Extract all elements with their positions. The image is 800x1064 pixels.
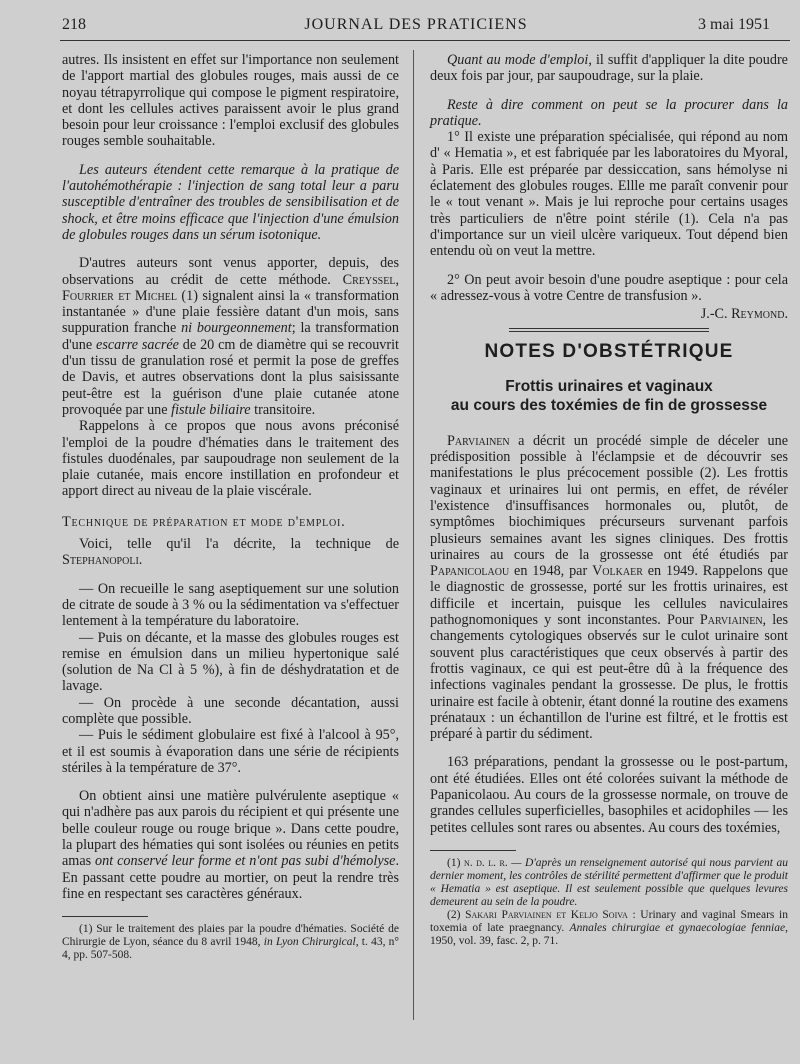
author-name: Stephanopoli — [62, 552, 139, 569]
author-name: Parviainen — [447, 432, 510, 449]
italic-paragraph — [62, 162, 399, 243]
text: Voici, telle qu'il l'a décrite, la technique de — [79, 536, 399, 553]
text: (1) — [447, 856, 464, 869]
italic-text: in Lyon Chirurgical — [263, 936, 356, 949]
italic-paragraph — [430, 97, 788, 130]
step-paragraph: — On procède à une seconde décantation, aussi complète que possible. — [62, 694, 399, 727]
text: (1) Sur le traitement des plaies par la poudre d'hématies. Société de Chirurgie de Lyon, séance du 8 avril 1948, — [62, 923, 399, 949]
text: de 20 cm de diamètre qui se recouvrit d'un tissu de granulation rosé et permit la pose de greffes de Davis, et autres observations dont la plus saisissante peut-être est la guérison d'une plaie cutanée atone provoquée par une — [62, 336, 399, 418]
paragraph — [62, 788, 399, 902]
footnote — [62, 923, 399, 962]
left-column — [62, 52, 399, 962]
footnote — [430, 857, 788, 909]
column-divider — [413, 50, 414, 1020]
author-name: Volkaer — [592, 563, 643, 580]
text: : Urinary and vaginal Smears in toxemia of late praegnancy. — [430, 908, 788, 934]
footnote — [430, 909, 788, 948]
paragraph — [62, 255, 399, 418]
paragraph — [430, 52, 788, 85]
italic-text: — D'après un renseignement autorisé qui nous parvient au dernier moment, les contrôles de stérilité permettent d'affirmer que le produit « Hematia » est aseptique. Il est seulement possible que quelques levures demeurent au sein de la poudre. — [430, 856, 789, 908]
italic-text: ont conservé leur forme et n'ont pas subi d'hémolyse — [95, 853, 396, 870]
section-title: NOTES D'OBSTÉTRIQUE — [484, 341, 734, 363]
signature: J.-C. Reymond. — [700, 306, 788, 323]
step-paragraph: — Puis le sédiment globulaire est fixé à l'alcool à 95°, et il est soumis à évaporation dans une série de récipients stériles à la température de 37°. — [62, 727, 399, 776]
text: . En passant cette poudre au mortier, on peut la rendre très fine en respectant ses caractères généraux. — [62, 853, 399, 902]
step-paragraph: — On recueille le sang aseptiquement sur une solution de citrate de soude à 3 % ou la sédimentation va s'effectuer lentement à la température du laboratoire. — [62, 580, 399, 630]
text: ; la transformation d'une — [62, 320, 399, 353]
italic-text: Les auteurs étendent cette remarque à la pratique de l'autohémothérapie : l'injection de sang total leur a paru susceptible d'entraîner des troubles de sensibilisation et de shock, et être moins efficace que l'injection d'une émulsion de globules rouges dans un sérum isotonique. — [62, 161, 399, 243]
author-names: Creyssel, Fourrier et Michel — [62, 271, 399, 304]
text: . — [138, 552, 143, 569]
paragraph: 2° On peut avoir besoin d'une poudre aseptique : pour cela « adressez-vous à votre Centre de transfusion ». — [430, 271, 788, 304]
paragraph: Rappelons à ce propos que nous avons préconisé l'emploi de la poudre d'hématies dans le traitement des fistules duodénales, par saupoudrage non seulement de la plaie cutanée, mais encore instillation en profondeur et apport direct au niveau de la plaie viscérale. — [62, 418, 399, 500]
paragraph — [430, 433, 788, 743]
text: (1) signalent ainsi la « transformation instantanée » d'une plaie fessière datant d'un mois, sans suppuration franche — [62, 287, 399, 337]
subheading: Technique de préparation et mode d'emploi. — [62, 513, 346, 530]
paragraph: 1° Il existe une préparation spécialisée, qui répond au nom d' « Hematia », et est fabriquée par les laboratoires du Myoral, à Paris. Elle est préparée par dessiccation, sans hémolyse ni éclatement des globules rouges. Ellle me paraît convenir pour le « tout venant ». Mais je lui reproche pour certains usages très particuliers de n'être point stérile (1). Cela n'a pas d'importance sur un vieil ulcère variqueux. Tout dépend bien entendu où on veut la mettre. — [430, 129, 788, 260]
italic-text: Reste à dire comment on peut se la procurer dans la pratique. — [430, 96, 788, 129]
paragraph: 163 préparations, pendant la grossesse ou le post-partum, ont été étudiées. Elles ont été colorées suivant la méthode de Papanicolaou. Au cours de la grossesse normale, on trouve de grandes cellules superficielles, basophiles et acidophiles — les petites cellules sont rares ou absentes. Au cours des toxémies, — [430, 754, 788, 836]
author-name: Papanicolaou — [430, 563, 510, 580]
text: transitoire. — [250, 401, 316, 418]
italic-text: Quant au mode d'emploi — [447, 52, 589, 68]
right-column — [430, 52, 788, 948]
italic-text: ni bourgeonnement — [181, 320, 292, 337]
text: en 1948, par — [509, 563, 593, 580]
issue-date: 3 mai 1951 — [698, 16, 770, 33]
author-names: Sakari Parviainen et Keljo Soiva — [465, 908, 628, 921]
text: , les changements cytologiques observés sur le culot urinaire sont souvent plus caractéristiques que ceux observés à partir des frottis vaginaux, ce qui est peut-être dû à la fréquence des infections vaginales pendant la grossesse. De plus, le frottis urinaire est facile à obtenir, étant donné la routine des examens prénataux : un échantillon de l'urine est filtré, et le frottis est préparé à partir du sédiment. — [430, 612, 788, 743]
text: en 1949. Rappelons que le diagnostic de grossesse, porté sur les frottis urinaires, est difficile et incertain, puisque les cellules naviculaires pathognomoniques y sont inconstantes. Pour — [430, 563, 788, 629]
page-number: 218 — [62, 16, 86, 33]
text: , t. 43, n° 4, pp. 507-508. — [62, 936, 400, 962]
italic-text: Annales chirurgiae et gynaecologiae fenniae — [569, 921, 786, 934]
text: , 1950, vol. 39, fasc. 2, p. 71. — [430, 921, 788, 947]
text: (2) — [447, 908, 466, 921]
footnote-rule — [430, 850, 516, 851]
article-title — [430, 377, 788, 415]
editor-note-label: n. d. l. r. — [463, 856, 508, 869]
author-name: Parviainen — [699, 612, 763, 629]
paragraph: autres. Ils insistent en effet sur l'importance non seulement de l'apport martial des globules rouges, mais aussi de ce noyau tétrapyrrolique qui compose le pigment respiratoire, et dont les cellules actives paraissent avoir le plus grand besoin pour leur croissance : l'emploi exclusif des globules rouges semble souhaitable. — [62, 52, 399, 150]
text: , il suffit d'appliquer la dite poudre deux fois par jour, par saupoudrage, sur la plaie. — [430, 52, 788, 85]
italic-text: escarre sacrée — [96, 336, 179, 353]
double-rule — [509, 328, 709, 332]
article-title-line: Frottis urinaires et vaginaux — [505, 377, 713, 395]
journal-title: JOURNAL DES PRATICIENS — [304, 16, 528, 33]
running-header — [62, 16, 770, 42]
article-title-line: au cours des toxémies de fin de grossesse — [450, 396, 768, 414]
header-rule — [60, 40, 790, 41]
text: On obtient ainsi une matière pulvérulente aseptique « qui n'adhère pas aux parois du récipient et qui présente une belle couleur rouge ou rouge brique ». Dans cette poudre, la plupart des hématies qui sont isolées ou réunies en petits amas — [62, 788, 399, 870]
italic-text: fistule biliaire — [171, 401, 251, 418]
text: a décrit un procédé simple de déceler une prédisposition possible à l'éclampsie et de découvrir ses manifestations le plus précocement possible (2). Les frottis vaginaux et urinaires lui ont permis, en effet, de révéler l'existence d'insuffisances hormonales ou, plutôt, de symptômes biochimiques précurseurs survenant parfois plusieurs semaines avant les signes cliniques. Des frottis urinaires au cours de la grossesse ont été étudiés par — [430, 432, 788, 563]
step-paragraph: — Puis on décante, et la masse des globules rouges est remise en émulsion dans un milieu hypertonique salé (solution de Na Cl à 5 %), à fin de déshydratation et de lavage. — [62, 629, 399, 695]
paragraph — [62, 536, 399, 569]
text: D'autres auteurs sont venus apporter, depuis, des observations au crédit de cette méthode. — [62, 255, 399, 288]
footnote-rule — [62, 916, 148, 917]
